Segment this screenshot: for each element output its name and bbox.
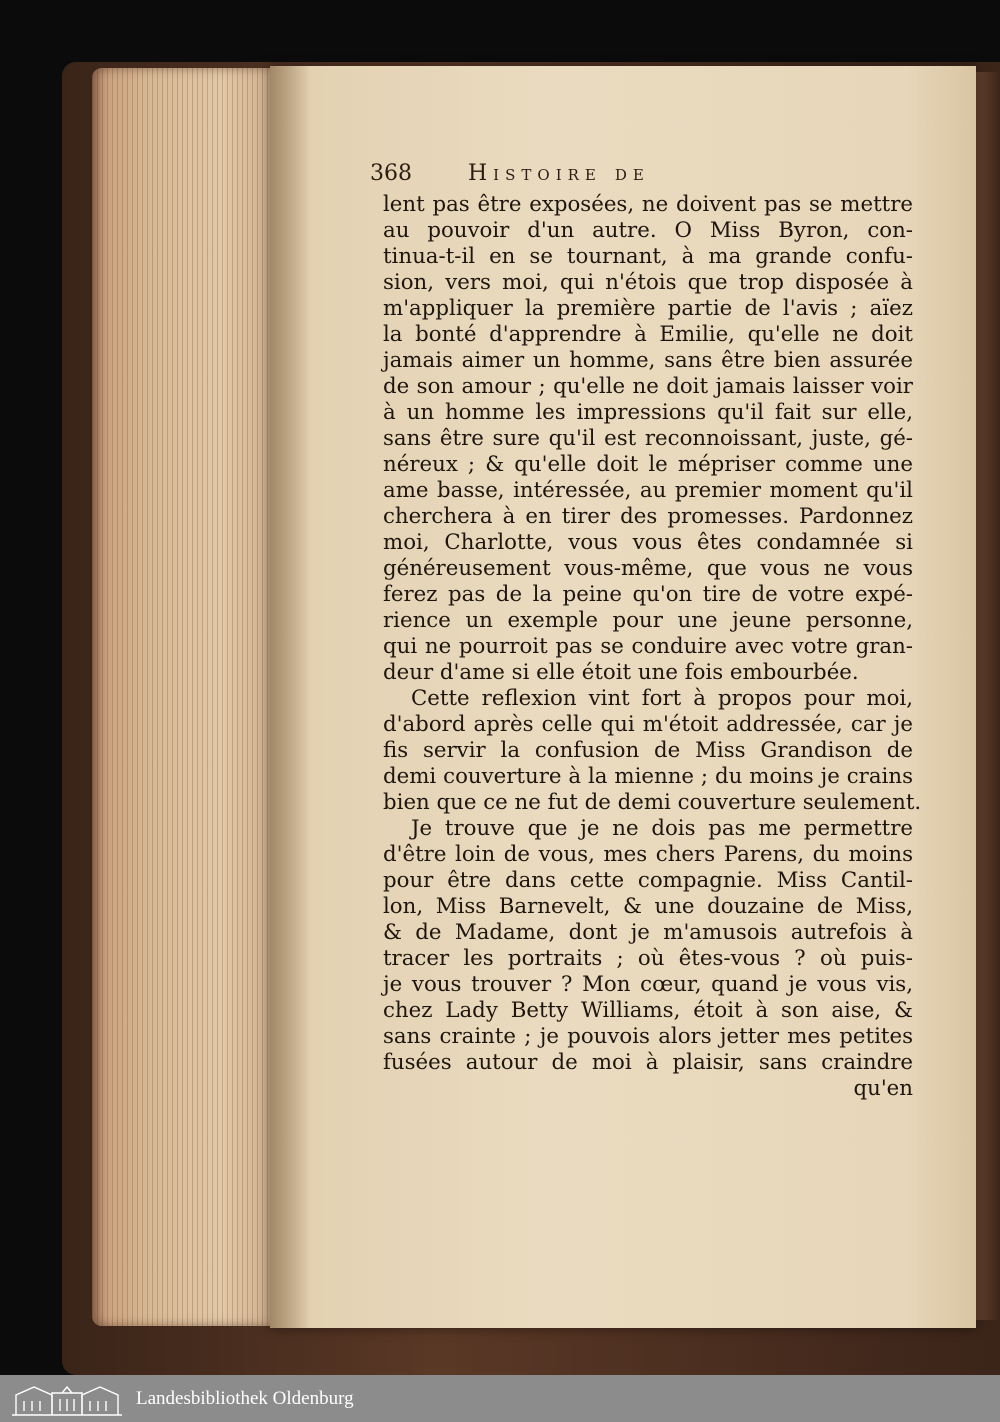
text-line: tracer les portraits ; où êtes-vous ? où puis- bbox=[383, 946, 913, 971]
text-line: moi, Charlotte, vous vous êtes condamnée si bbox=[383, 530, 913, 555]
text-line: ame basse, intéressée, au premier moment qu'il bbox=[383, 478, 913, 503]
text-line: deur d'ame si elle étoit une fois embourbée. bbox=[383, 660, 859, 685]
text-line: qui ne pourroit pas se conduire avec votre gran- bbox=[383, 634, 913, 659]
text-line: généreusement vous-même, que vous ne vous bbox=[383, 556, 913, 581]
text-line: lent pas être exposées, ne doivent pas se mettre bbox=[383, 192, 913, 217]
text-line: jamais aimer un homme, sans être bien assurée bbox=[383, 348, 913, 373]
page-header bbox=[370, 156, 900, 190]
running-head: Histoire de bbox=[468, 160, 650, 186]
text-line: fis servir la confusion de Miss Grandison de bbox=[383, 738, 913, 763]
text-line: Cette reflexion vint fort à propos pour moi, bbox=[411, 686, 913, 711]
text-line: la bonté d'apprendre à Emilie, qu'elle ne doit bbox=[383, 322, 913, 347]
text-line: à un homme les impressions qu'il fait sur elle, bbox=[383, 400, 913, 425]
text-line: bien que ce ne fut de demi couverture seulement. bbox=[383, 790, 922, 815]
text-line: fusées autour de moi à plaisir, sans craindre bbox=[383, 1050, 913, 1075]
footer-bar bbox=[0, 1375, 1000, 1422]
book-right-edge bbox=[972, 72, 1000, 1320]
page-body-text bbox=[383, 192, 922, 1102]
text-line: ferez pas de la peine qu'on tire de votre expé- bbox=[383, 582, 913, 607]
library-building-icon bbox=[10, 1381, 124, 1417]
text-line: de son amour ; qu'elle ne doit jamais laisser voir bbox=[383, 374, 913, 399]
page-gutter-shadow bbox=[270, 66, 310, 1328]
library-name: Landesbibliothek Oldenburg bbox=[136, 1387, 354, 1409]
text-line: au pouvoir d'un autre. O Miss Byron, con- bbox=[383, 218, 913, 243]
text-line: tinua-t-il en se tournant, à ma grande confu- bbox=[383, 244, 913, 269]
text-line: cherchera à en tirer des promesses. Pardonnez bbox=[383, 504, 913, 529]
text-line: rience un exemple pour une jeune personne, bbox=[383, 608, 913, 633]
text-line: je vous trouver ? Mon cœur, quand je vous vis, bbox=[383, 972, 913, 997]
text-line: d'abord après celle qui m'étoit addressée, car je bbox=[383, 712, 913, 737]
text-line: demi couverture à la mienne ; du moins je crains bbox=[383, 764, 913, 789]
text-line: sans être sure qu'il est reconnoissant, juste, gé- bbox=[383, 426, 913, 451]
text-line: pour être dans cette compagnie. Miss Cantil- bbox=[383, 868, 913, 893]
text-line: Je trouve que je ne dois pas me permettre bbox=[411, 816, 913, 841]
text-line: lon, Miss Barnevelt, & une douzaine de Miss, bbox=[383, 894, 913, 919]
page-number: 368 bbox=[370, 160, 412, 186]
page-edges bbox=[92, 68, 278, 1326]
text-line: m'appliquer la première partie de l'avis ; aïez bbox=[383, 296, 913, 321]
text-line: & de Madame, dont je m'amusois autrefois à bbox=[383, 920, 913, 945]
text-line: sans crainte ; je pouvois alors jetter mes petites bbox=[383, 1024, 913, 1049]
text-line: chez Lady Betty Williams, étoit à son aise, & bbox=[383, 998, 913, 1023]
text-line: néreux ; & qu'elle doit le mépriser comme une bbox=[383, 452, 913, 477]
text-line: sion, vers moi, qui n'étois que trop disposée à bbox=[383, 270, 913, 295]
text-line: d'être loin de vous, mes chers Parens, du moins bbox=[383, 842, 913, 867]
catchword: qu'en bbox=[853, 1076, 913, 1101]
